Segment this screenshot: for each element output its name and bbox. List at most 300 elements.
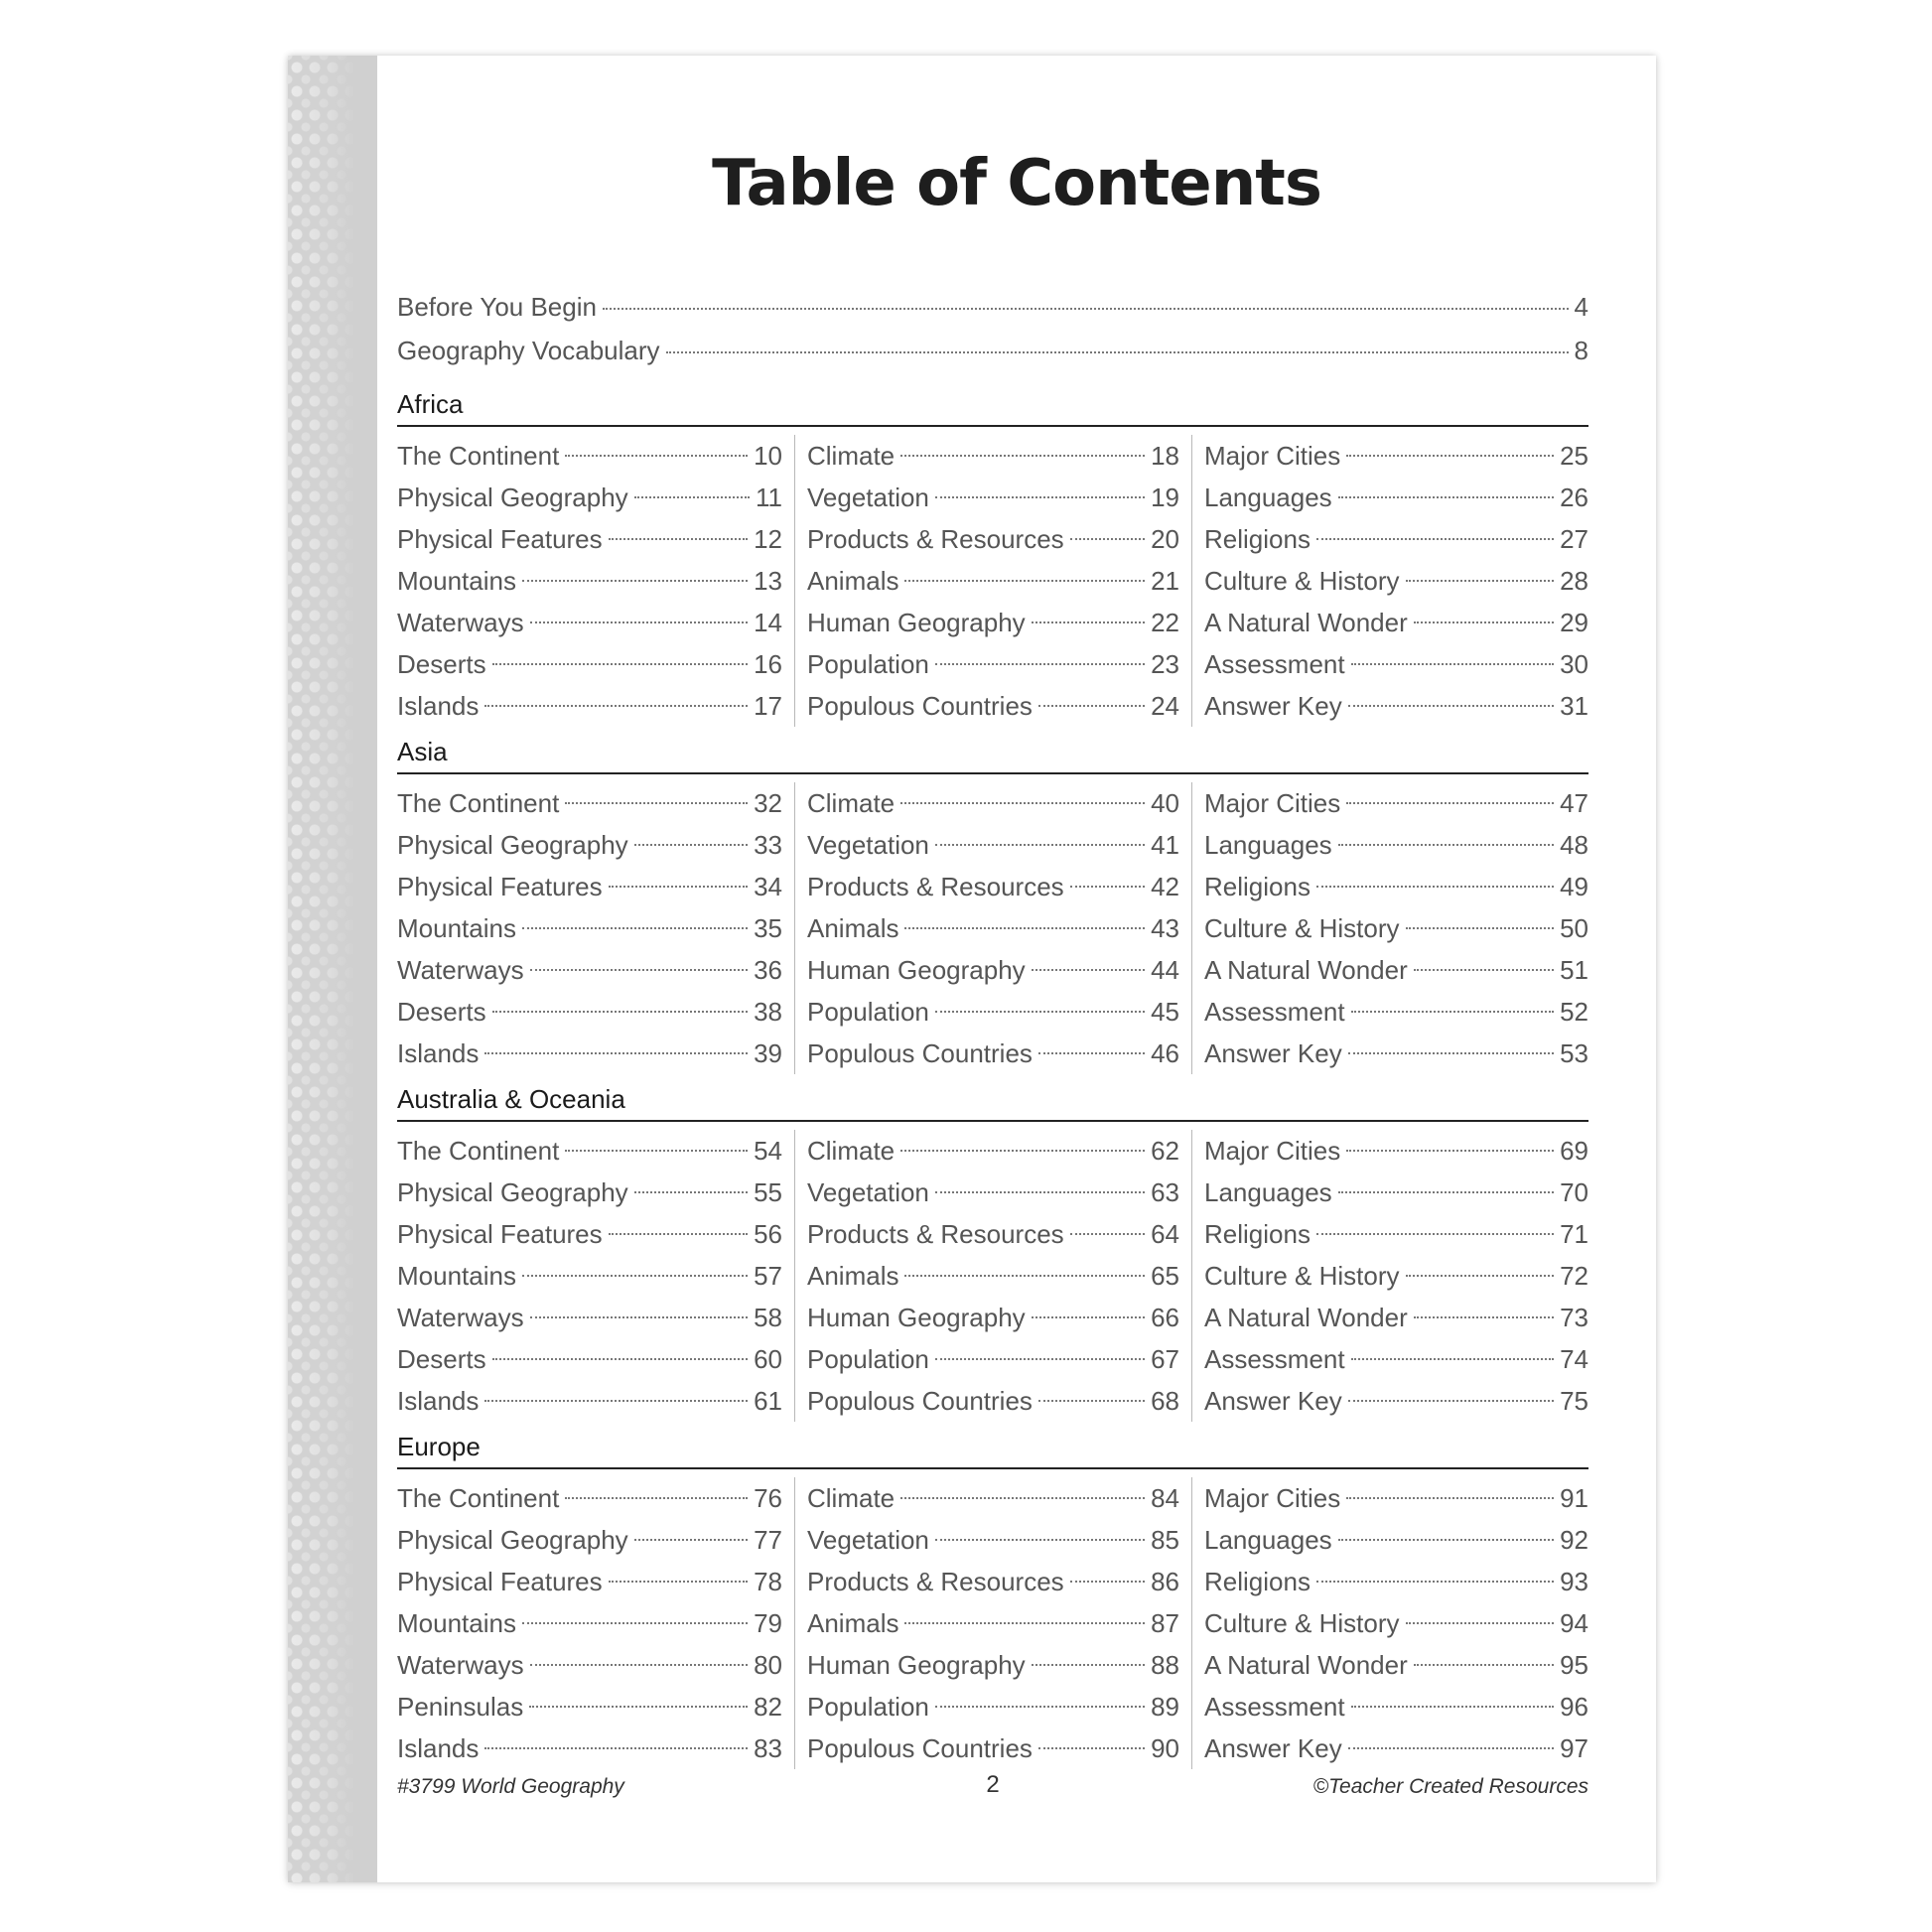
toc-entry-label: Mountains <box>397 1608 516 1638</box>
toc-entry-label: Physical Features <box>397 1567 603 1596</box>
toc-entry <box>807 949 1179 991</box>
toc-entry-page: 89 <box>1151 1692 1179 1722</box>
toc-entry-page: 73 <box>1560 1303 1588 1332</box>
dot-leader <box>634 844 748 846</box>
toc-entry-page: 40 <box>1151 788 1179 818</box>
toc-entry <box>1204 1033 1588 1074</box>
toc-entry <box>807 518 1179 560</box>
dot-leader <box>1070 886 1145 888</box>
toc-entry <box>807 1213 1179 1255</box>
toc-entry-page: 67 <box>1151 1344 1179 1374</box>
toc-entry-page: 70 <box>1560 1177 1588 1207</box>
toc-entry-label: Languages <box>1204 830 1332 860</box>
toc-entry <box>397 1644 782 1686</box>
toc-entry-page: 13 <box>754 566 782 596</box>
toc-entry-page: 35 <box>754 913 782 943</box>
toc-entry-label: Culture & History <box>1204 566 1400 596</box>
toc-entry-page: 71 <box>1560 1219 1588 1249</box>
dot-leader <box>900 802 1145 804</box>
toc-entry-label: The Continent <box>397 788 560 818</box>
entry-column <box>397 782 794 1074</box>
section-heading: Africa <box>397 389 1588 427</box>
toc-entry <box>807 1297 1179 1338</box>
toc-entry-label: Culture & History <box>1204 1261 1400 1291</box>
toc-entry-page: 45 <box>1151 997 1179 1027</box>
toc-entry-page: 33 <box>754 830 782 860</box>
toc-entry-label: Islands <box>397 691 480 721</box>
document-page <box>288 56 1656 1882</box>
dot-leader <box>1414 969 1554 971</box>
toc-entry <box>1204 1727 1588 1769</box>
toc-entry-label: Waterways <box>397 608 524 637</box>
entry-column <box>397 1130 794 1422</box>
toc-entry <box>397 1561 782 1602</box>
section-entry-grid <box>397 435 1588 727</box>
toc-entry-label: Languages <box>1204 483 1332 512</box>
toc-entry <box>397 1727 782 1769</box>
entry-column <box>794 782 1191 1074</box>
toc-entry-page: 51 <box>1560 955 1588 985</box>
toc-entry-label: Assessment <box>1204 997 1345 1027</box>
toc-entry-page: 90 <box>1151 1733 1179 1763</box>
dot-leader <box>1348 1052 1554 1054</box>
toc-entry-label: Answer Key <box>1204 691 1342 721</box>
toc-entry <box>397 991 782 1033</box>
toc-entry <box>1204 1477 1588 1519</box>
toc-entry-page: 36 <box>754 955 782 985</box>
toc-entry <box>397 643 782 685</box>
toc-entry-label: Major Cities <box>1204 441 1341 471</box>
toc-entry-page: 68 <box>1151 1386 1179 1416</box>
toc-entry-page: 23 <box>1151 649 1179 679</box>
toc-entry-label: Deserts <box>397 1344 486 1374</box>
toc-entry-page: 57 <box>754 1261 782 1291</box>
toc-entry <box>1204 518 1588 560</box>
dot-leader <box>1070 1233 1145 1235</box>
toc-entry-label: Vegetation <box>807 483 929 512</box>
toc-entry-label: Populous Countries <box>807 1733 1033 1763</box>
dot-leader <box>1406 1275 1555 1277</box>
toc-entry-label: Answer Key <box>1204 1386 1342 1416</box>
toc-entry-page: 20 <box>1151 524 1179 554</box>
toc-entry <box>1204 1172 1588 1213</box>
toc-entry-page: 76 <box>754 1483 782 1513</box>
dot-leader <box>935 1358 1145 1360</box>
toc-entry <box>397 824 782 866</box>
dot-leader <box>1338 1539 1554 1541</box>
toc-entry <box>807 1686 1179 1727</box>
dot-leader <box>935 1011 1145 1013</box>
toc-entry-label: Islands <box>397 1386 480 1416</box>
toc-entry-page: 69 <box>1560 1136 1588 1166</box>
entry-column <box>794 1477 1191 1769</box>
toc-entry-page: 66 <box>1151 1303 1179 1332</box>
toc-entry <box>1204 782 1588 824</box>
toc-entry-page: 32 <box>754 788 782 818</box>
dot-leader <box>609 1581 748 1583</box>
toc-entry <box>807 1338 1179 1380</box>
toc-entry-label: Vegetation <box>807 830 929 860</box>
toc-entry <box>397 685 782 727</box>
toc-entry-page: 83 <box>754 1733 782 1763</box>
dot-leader <box>904 1622 1145 1624</box>
section-heading: Australia & Oceania <box>397 1084 1588 1122</box>
toc-entry <box>807 1380 1179 1422</box>
toc-entry-page: 4 <box>1574 292 1588 322</box>
toc-entry <box>397 1033 782 1074</box>
toc-entry-label: Physical Geography <box>397 1525 628 1555</box>
toc-entry-label: Populous Countries <box>807 1386 1033 1416</box>
toc-entry <box>807 1519 1179 1561</box>
toc-entry-label: Vegetation <box>807 1177 929 1207</box>
toc-entry-page: 38 <box>754 997 782 1027</box>
entry-column <box>1191 1130 1588 1422</box>
toc-entry-page: 85 <box>1151 1525 1179 1555</box>
page-title: Table of Contents <box>712 147 1321 220</box>
toc-entry-page: 41 <box>1151 830 1179 860</box>
toc-entry-label: The Continent <box>397 1136 560 1166</box>
toc-entry <box>397 560 782 602</box>
dot-leader <box>1348 705 1554 707</box>
toc-entry-page: 52 <box>1560 997 1588 1027</box>
toc-entry <box>397 518 782 560</box>
toc-entry-label: Waterways <box>397 1303 524 1332</box>
toc-entry-page: 34 <box>754 872 782 901</box>
toc-entry-label: Assessment <box>1204 1692 1345 1722</box>
toc-entry <box>807 1561 1179 1602</box>
toc-entry-label: Major Cities <box>1204 1483 1341 1513</box>
dot-leader <box>1348 1400 1554 1402</box>
dot-leader <box>1070 538 1145 540</box>
toc-entry-label: Culture & History <box>1204 913 1400 943</box>
toc-entry <box>397 477 782 518</box>
toc-entry <box>1204 435 1588 477</box>
entry-column <box>794 435 1191 727</box>
toc-entry-label: Animals <box>807 1608 899 1638</box>
toc-entry-label: Human Geography <box>807 1303 1026 1332</box>
toc-entry <box>397 949 782 991</box>
dot-leader <box>1038 1400 1145 1402</box>
toc-entry-page: 97 <box>1560 1733 1588 1763</box>
toc-entry-page: 50 <box>1560 913 1588 943</box>
toc-entry-label: Mountains <box>397 566 516 596</box>
toc-entry <box>1204 1213 1588 1255</box>
dot-leader <box>1351 663 1554 665</box>
toc-entry-page: 53 <box>1560 1038 1588 1068</box>
toc-entry-page: 58 <box>754 1303 782 1332</box>
toc-entry-label: Physical Features <box>397 524 603 554</box>
toc-intro-entry <box>397 292 1588 336</box>
toc-entry-label: Population <box>807 1692 929 1722</box>
toc-entry <box>1204 643 1588 685</box>
toc-entry-label: Peninsulas <box>397 1692 524 1722</box>
dot-leader <box>1351 1011 1554 1013</box>
dot-leader <box>1351 1358 1554 1360</box>
toc-entry-label: A Natural Wonder <box>1204 608 1408 637</box>
toc-entry-label: The Continent <box>397 1483 560 1513</box>
toc-entry-page: 93 <box>1560 1567 1588 1596</box>
toc-entry <box>1204 1380 1588 1422</box>
dot-leader <box>666 351 1569 353</box>
toc-entry-page: 79 <box>754 1608 782 1638</box>
decorative-dot-strip <box>288 56 377 1882</box>
toc-entry-label: Assessment <box>1204 649 1345 679</box>
toc-entry <box>397 1172 782 1213</box>
toc-entry-label: Islands <box>397 1038 480 1068</box>
toc-entry-page: 60 <box>754 1344 782 1374</box>
toc-entry <box>1204 1561 1588 1602</box>
toc-entry-page: 91 <box>1560 1483 1588 1513</box>
toc-entry <box>807 1644 1179 1686</box>
dot-leader <box>935 1706 1145 1708</box>
toc-entry <box>807 477 1179 518</box>
toc-entry-page: 30 <box>1560 649 1588 679</box>
dot-leader <box>609 886 748 888</box>
dot-leader <box>1032 969 1145 971</box>
dot-leader <box>522 1622 748 1624</box>
toc-entry-page: 78 <box>754 1567 782 1596</box>
toc-entry <box>1204 949 1588 991</box>
toc-section <box>397 389 1588 727</box>
dot-leader <box>1338 1191 1554 1193</box>
entry-column <box>1191 782 1588 1074</box>
toc-entry-label: Waterways <box>397 1650 524 1680</box>
toc-entry-label: Climate <box>807 1136 896 1166</box>
toc-entry <box>397 602 782 643</box>
toc-entry-page: 46 <box>1151 1038 1179 1068</box>
toc-entry <box>807 1255 1179 1297</box>
dot-leader <box>484 705 748 707</box>
dot-leader <box>904 580 1145 582</box>
toc-entry-page: 39 <box>754 1038 782 1068</box>
toc-entry-page: 62 <box>1151 1136 1179 1166</box>
toc-entry-label: Physical Geography <box>397 483 628 512</box>
section-entry-grid <box>397 1130 1588 1422</box>
toc-section <box>397 1084 1588 1422</box>
toc-entry-page: 44 <box>1151 955 1179 985</box>
toc-section <box>397 1432 1588 1769</box>
dot-leader <box>522 1275 748 1277</box>
footer-copyright: ©Teacher Created Resources <box>1312 1775 1588 1798</box>
dot-leader <box>1316 1581 1554 1583</box>
toc-entry <box>807 560 1179 602</box>
toc-entry <box>1204 1297 1588 1338</box>
entry-column <box>397 435 794 727</box>
toc-entry <box>397 1213 782 1255</box>
toc-entry <box>807 1727 1179 1769</box>
toc-entry-label: Deserts <box>397 997 486 1027</box>
toc-entry <box>397 782 782 824</box>
toc-entry-page: 55 <box>754 1177 782 1207</box>
toc-entry-label: Human Geography <box>807 608 1026 637</box>
toc-entry <box>1204 560 1588 602</box>
dot-leader <box>530 969 748 971</box>
toc-entry-page: 28 <box>1560 566 1588 596</box>
dot-leader <box>609 538 748 540</box>
toc-entry-page: 65 <box>1151 1261 1179 1291</box>
dot-leader <box>565 455 748 457</box>
toc-entry-label: Animals <box>807 1261 899 1291</box>
toc-entry <box>1204 477 1588 518</box>
toc-entry-page: 25 <box>1560 441 1588 471</box>
dot-leader <box>1406 580 1555 582</box>
toc-entry <box>807 866 1179 907</box>
toc-entry-page: 8 <box>1574 336 1588 365</box>
toc-entry-page: 61 <box>754 1386 782 1416</box>
toc-entry-page: 19 <box>1151 483 1179 512</box>
dot-leader <box>1406 1622 1555 1624</box>
dot-leader <box>565 802 748 804</box>
toc-entry-label: Vegetation <box>807 1525 929 1555</box>
toc-entry-page: 95 <box>1560 1650 1588 1680</box>
toc-entry-page: 56 <box>754 1219 782 1249</box>
entry-column <box>1191 435 1588 727</box>
toc-entry-label: Mountains <box>397 913 516 943</box>
toc-entry-label: Populous Countries <box>807 691 1033 721</box>
dot-leader <box>1032 621 1145 623</box>
toc-entry-label: Physical Features <box>397 872 603 901</box>
toc-entry-page: 48 <box>1560 830 1588 860</box>
toc-entry-label: Answer Key <box>1204 1733 1342 1763</box>
toc-entry <box>397 1130 782 1172</box>
dot-leader <box>1414 1316 1554 1318</box>
dot-leader <box>1351 1706 1554 1708</box>
toc-entry-page: 96 <box>1560 1692 1588 1722</box>
toc-entry-label: Climate <box>807 441 896 471</box>
toc-entry-page: 12 <box>754 524 782 554</box>
toc-entry-label: Religions <box>1204 524 1311 554</box>
dot-leader <box>904 1275 1145 1277</box>
dot-leader <box>1038 1747 1145 1749</box>
toc-entry <box>807 685 1179 727</box>
dot-leader <box>522 927 748 929</box>
toc-entry-page: 77 <box>754 1525 782 1555</box>
toc-entry-label: Culture & History <box>1204 1608 1400 1638</box>
toc-entry-page: 87 <box>1151 1608 1179 1638</box>
toc-entry-label: Products & Resources <box>807 1219 1064 1249</box>
toc-entry <box>397 1602 782 1644</box>
dot-leader <box>1316 1233 1554 1235</box>
toc-entry-label: Languages <box>1204 1525 1332 1555</box>
dot-leader <box>1414 621 1554 623</box>
toc-entry <box>807 435 1179 477</box>
toc-entry-page: 14 <box>754 608 782 637</box>
toc-entry <box>807 782 1179 824</box>
entry-column <box>1191 1477 1588 1769</box>
dot-leader <box>935 844 1145 846</box>
toc-entry-label: Religions <box>1204 1219 1311 1249</box>
toc-entry-label: Before You Begin <box>397 292 597 322</box>
dot-leader <box>1346 802 1554 804</box>
toc-entry-page: 31 <box>1560 691 1588 721</box>
toc-entry-page: 47 <box>1560 788 1588 818</box>
toc-entry-label: The Continent <box>397 441 560 471</box>
toc-entry-label: Population <box>807 1344 929 1374</box>
dot-leader <box>1338 844 1554 846</box>
toc-entry <box>1204 602 1588 643</box>
dot-leader <box>530 621 748 623</box>
toc-entry-label: Waterways <box>397 955 524 985</box>
toc-entry <box>397 435 782 477</box>
toc-entry-page: 86 <box>1151 1567 1179 1596</box>
toc-entry-page: 24 <box>1151 691 1179 721</box>
toc-entry <box>397 1477 782 1519</box>
toc-entry-label: A Natural Wonder <box>1204 955 1408 985</box>
toc-entry-page: 84 <box>1151 1483 1179 1513</box>
toc-entry-label: Religions <box>1204 872 1311 901</box>
toc-entry <box>807 1477 1179 1519</box>
dot-leader <box>492 1358 749 1360</box>
dot-leader <box>1406 927 1555 929</box>
dot-leader <box>1032 1316 1145 1318</box>
toc-entry-label: Geography Vocabulary <box>397 336 660 365</box>
toc-entry-label: A Natural Wonder <box>1204 1650 1408 1680</box>
dot-leader <box>1346 1497 1554 1499</box>
toc-entry <box>1204 1130 1588 1172</box>
toc-entry-page: 29 <box>1560 608 1588 637</box>
footer-book-title: #3799 World Geography <box>397 1775 624 1798</box>
toc-entry <box>1204 866 1588 907</box>
toc-entry <box>1204 991 1588 1033</box>
dot-leader <box>565 1497 748 1499</box>
toc-entry-page: 64 <box>1151 1219 1179 1249</box>
toc-sections <box>397 389 1588 1769</box>
toc-entry <box>1204 1686 1588 1727</box>
toc-entry <box>397 1686 782 1727</box>
toc-entry-label: Populous Countries <box>807 1038 1033 1068</box>
toc-entry-label: Climate <box>807 1483 896 1513</box>
dot-leader <box>530 1316 748 1318</box>
dot-leader <box>1316 886 1554 888</box>
dot-leader <box>530 1664 748 1666</box>
toc-entry-page: 21 <box>1151 566 1179 596</box>
toc-entry <box>1204 824 1588 866</box>
toc-entry <box>1204 1338 1588 1380</box>
toc-entry-label: Major Cities <box>1204 1136 1341 1166</box>
footer-page-number: 2 <box>986 1771 1000 1798</box>
entry-column <box>397 1477 794 1769</box>
dot-leader <box>900 1497 1145 1499</box>
dot-leader <box>1346 455 1554 457</box>
toc-entry <box>807 643 1179 685</box>
toc-entry <box>807 1033 1179 1074</box>
toc-entry <box>1204 907 1588 949</box>
dot-leader <box>529 1706 748 1708</box>
toc-entry-label: Major Cities <box>1204 788 1341 818</box>
toc-entry-page: 42 <box>1151 872 1179 901</box>
dot-leader <box>1038 1052 1145 1054</box>
toc-entry <box>807 1172 1179 1213</box>
toc-entry-page: 75 <box>1560 1386 1588 1416</box>
toc-entry-page: 54 <box>754 1136 782 1166</box>
toc-entry <box>1204 1255 1588 1297</box>
dot-leader <box>634 496 750 498</box>
dot-leader <box>484 1400 748 1402</box>
toc-entry <box>397 1338 782 1380</box>
toc-intro <box>397 292 1588 379</box>
toc-content <box>397 292 1588 1769</box>
toc-entry-page: 94 <box>1560 1608 1588 1638</box>
dot-leader <box>492 663 749 665</box>
dot-leader <box>900 1150 1145 1152</box>
toc-entry <box>397 866 782 907</box>
entry-column <box>794 1130 1191 1422</box>
toc-entry-page: 92 <box>1560 1525 1588 1555</box>
dot-leader <box>484 1052 748 1054</box>
toc-entry-label: Physical Features <box>397 1219 603 1249</box>
toc-entry-label: Islands <box>397 1733 480 1763</box>
toc-section <box>397 737 1588 1074</box>
